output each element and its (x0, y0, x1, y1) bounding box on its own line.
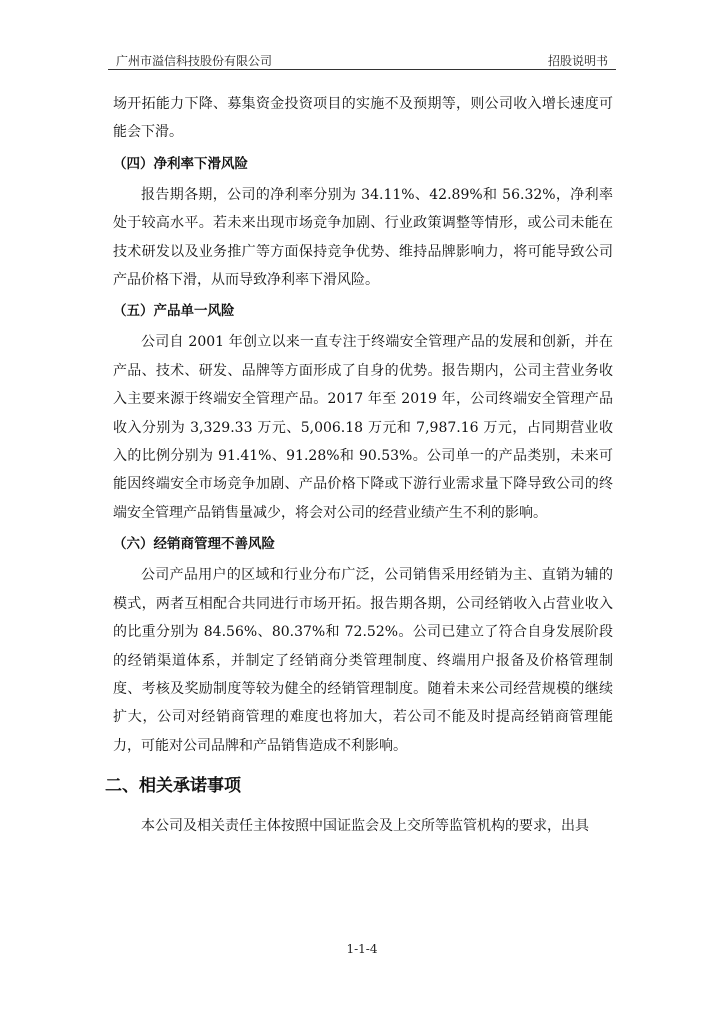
paragraph-net-margin-risk: 报告期各期，公司的净利率分别为 34.11%、42.89%和 56.32%，净利率处于较高水平。若未来出现市场竞争加剧、行业政策调整等情形，或公司未能在技术研发以及业务推广等方面保持竞争优势、维持品牌影响力，将可能导致公司产品价格下滑，从而导致净利率下滑风险。 (113, 186, 613, 289)
paragraph-commitments: 本公司及相关责任主体按照中国证监会及上交所等监管机构的要求，出具 (141, 818, 589, 835)
header-divider (108, 69, 616, 70)
heading-distributor-risk: （六）经销商管理不善风险 (113, 536, 275, 553)
header-company-name: 广州市溢信科技股份有限公司 (116, 54, 273, 68)
paragraph-single-product-risk: 公司自 2001 年创立以来一直专注于终端安全管理产品的发展和创新，并在产品、技术、研发、品牌等方面形成了自身的优势。报告期内，公司主营业务收入主要来源于终端安全管理产品。2017 年至 2019 年，公司终端安全管理产品收入分别为 3,329.33 万元、5,006.18 万元和 7,987.16 万元，占同期营业收入的比例分别为 91.41%、91.28%和 90.53%。公司单一的产品类别，未来可能因终端安全市场竞争加剧、产品价格下降或下游行业需求量下降导致公司的终端安全管理产品销售量减少，将会对公司的经营业绩产生不利的影响。 (113, 334, 613, 521)
document-body (105, 90, 613, 841)
heading-commitments: 二、相关承诺事项 (105, 776, 241, 797)
heading-single-product-risk: （五）产品单一风险 (113, 303, 235, 320)
header-document-type: 招股说明书 (547, 54, 608, 68)
paragraph-continued: 场开拓能力下降、募集资金投资项目的实施不及预期等，则公司收入增长速度可能会下滑。 (113, 96, 613, 141)
page-number: 1-1-4 (346, 942, 378, 956)
paragraph-distributor-risk: 公司产品用户的区域和行业分布广泛，公司销售采用经销为主、直销为辅的模式，两者互相配合共同进行市场开拓。报告期各期，公司经销收入占营业收入的比重分别为 84.56%、80.37%和 72.52%。公司已建立了符合自身发展阶段的经销渠道体系，并制定了经销商分类管理制度、终端用户报备及价格管理制度、考核及奖励制度等较为健全的经销管理制度。随着未来公司经营规模的继续扩大，公司对经销商管理的难度也将加大，若公司不能及时提高经销商管理能力，可能对公司品牌和产品销售造成不利影响。 (113, 567, 613, 754)
heading-net-margin-risk: （四）净利率下滑风险 (113, 155, 248, 172)
